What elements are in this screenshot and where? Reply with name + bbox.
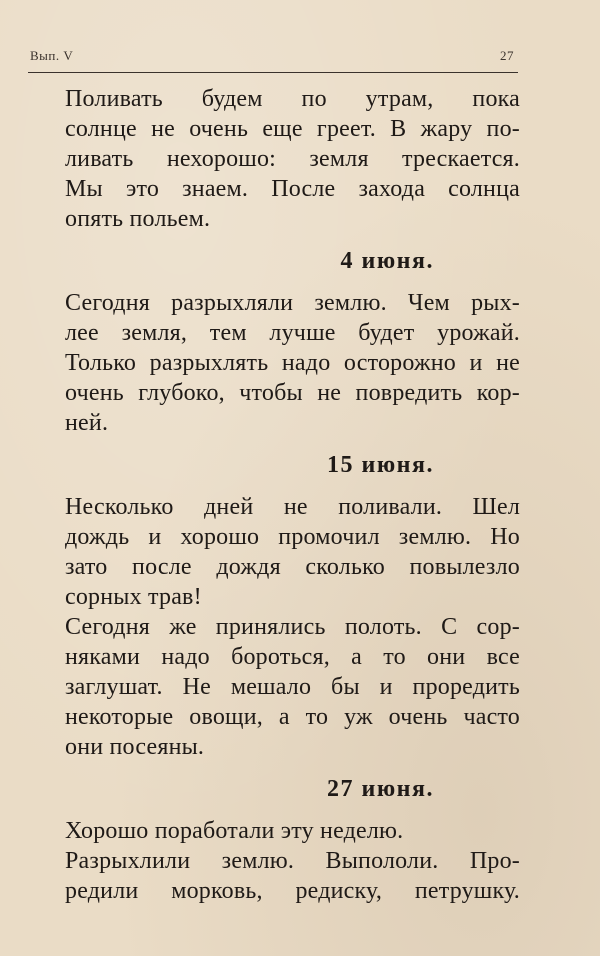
text-line: Сегодня разрыхляли землю. Чем рых- bbox=[65, 290, 520, 316]
header-rule bbox=[28, 72, 518, 73]
text-line: Несколько дней не поливали. Шел bbox=[65, 494, 520, 520]
text-line: ливать нехорошо: земля трескается. bbox=[65, 146, 520, 172]
page-number: 27 bbox=[500, 48, 514, 63]
issue-label: Вып. V bbox=[30, 48, 74, 63]
text-line: Только разрыхлять надо осторожно и не bbox=[65, 350, 520, 376]
date-heading-june-4: 4 июня. bbox=[340, 248, 434, 274]
text-line: зато после дождя сколько повылезло bbox=[65, 554, 520, 580]
text-line: Хорошо поработали эту неделю. bbox=[65, 818, 404, 844]
text-line: редили морковь, редиску, петрушку. bbox=[65, 878, 520, 904]
paragraph-loosening bbox=[65, 288, 520, 438]
text-line: опять польем. bbox=[65, 206, 211, 232]
text-line: сорных трав! bbox=[65, 584, 202, 610]
text-line: ней. bbox=[65, 410, 109, 436]
text-line: некоторые овощи, а то уж очень часто bbox=[65, 704, 520, 730]
text-line: Разрыхлили землю. Выпололи. Про- bbox=[65, 848, 520, 874]
date-heading-june-15: 15 июня. bbox=[327, 452, 434, 478]
paragraph-weeding bbox=[65, 492, 520, 762]
text-line: дождь и хорошо промочил землю. Но bbox=[65, 524, 520, 550]
diary-text bbox=[65, 84, 520, 906]
text-line: они посеяны. bbox=[65, 734, 205, 760]
text-line: лее земля, тем лучше будет урожай. bbox=[65, 320, 520, 346]
text-line: няками надо бороться, а то они все bbox=[65, 644, 520, 670]
text-line: Сегодня же принялись полоть. С сор- bbox=[65, 614, 520, 640]
paragraph-week-summary bbox=[65, 816, 520, 906]
text-line: солнце не очень еще греет. В жару по- bbox=[65, 116, 520, 142]
running-head bbox=[28, 46, 518, 68]
text-line: заглушат. Не мешало бы и проредить bbox=[65, 674, 520, 700]
text-line: Мы это знаем. После захода солнца bbox=[65, 176, 520, 202]
date-heading-june-27: 27 июня. bbox=[327, 776, 434, 802]
text-line: очень глубоко, чтобы не повредить кор- bbox=[65, 380, 520, 406]
text-line: Поливать будем по утрам, пока bbox=[65, 86, 520, 112]
paragraph-watering bbox=[65, 84, 520, 234]
